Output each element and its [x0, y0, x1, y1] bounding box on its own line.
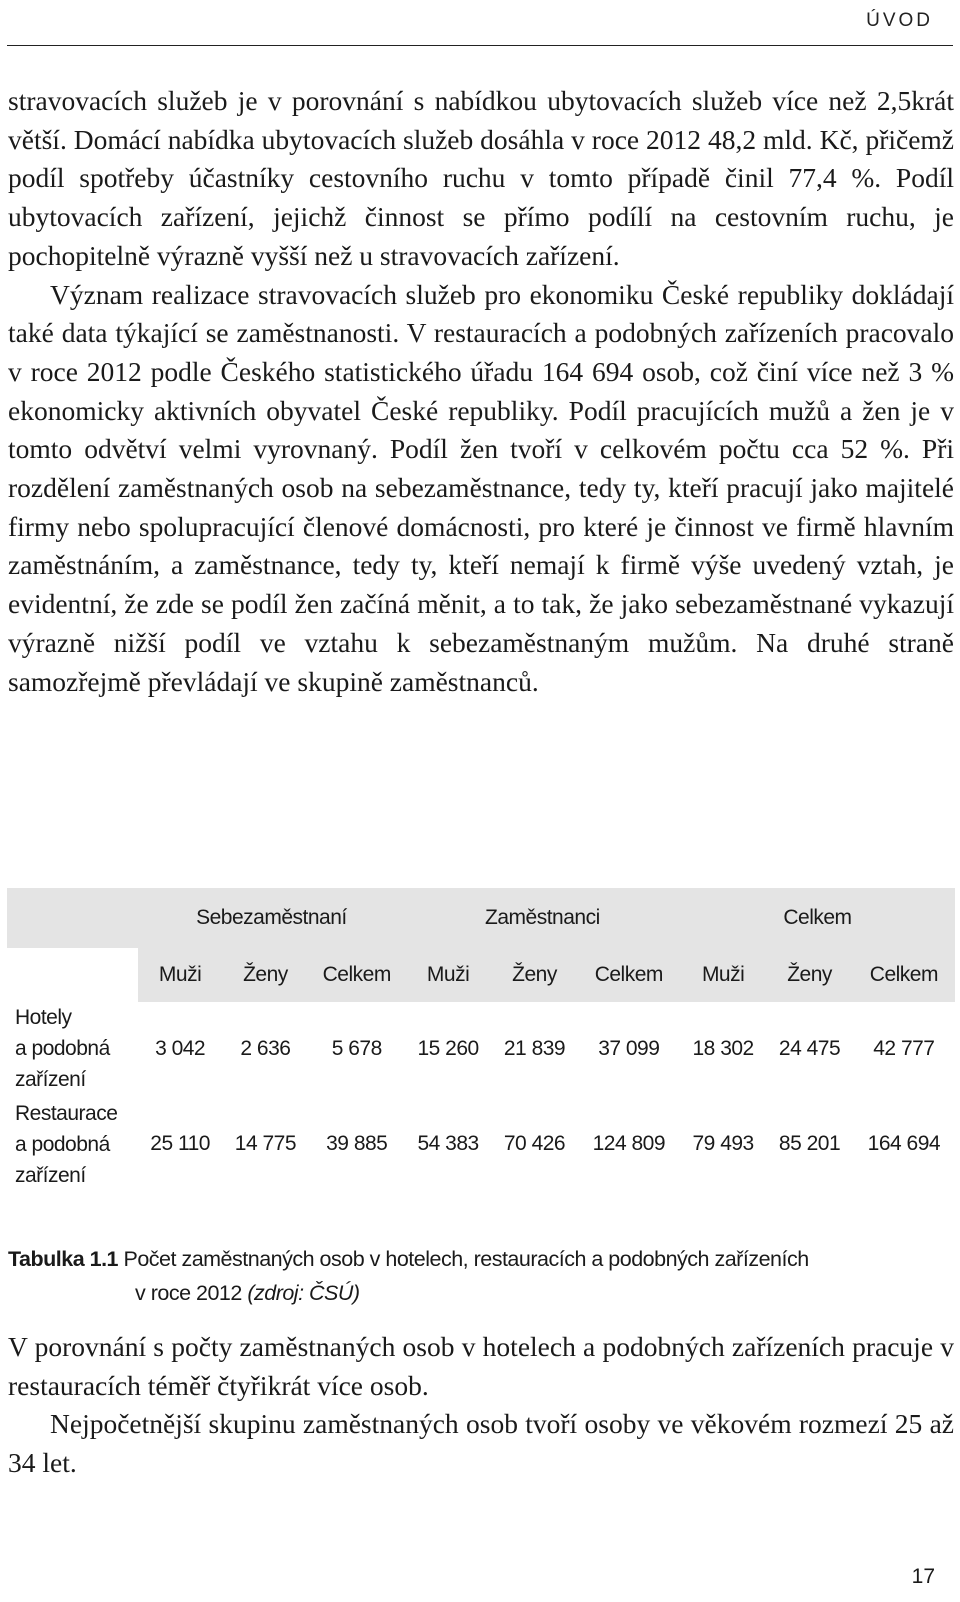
subheader-cell: Muži [680, 948, 766, 1002]
employment-table [7, 888, 955, 1193]
row-label-line: a podobná [15, 1037, 110, 1060]
header-rule [7, 45, 953, 46]
table-cell: 5 678 [331, 1036, 382, 1060]
caption-text: Počet zaměstnaných osob v hotelech, restauracích a podobných zařízeních [118, 1247, 809, 1271]
group-header-employees: Zaměstnanci [405, 888, 680, 948]
subheader-cell: Muži [138, 948, 222, 1002]
paragraph-age-group: Nejpočetnější skupinu zaměstnaných osob tvoří osoby ve věkovém rozmezí 25 až 34 let. [8, 1408, 954, 1479]
row-label-hotels [7, 1002, 138, 1095]
table-cell: 79 493 [692, 1132, 754, 1155]
row-label-line: a podobná [15, 1132, 110, 1156]
caption-text-2: v roce 2012 [135, 1281, 248, 1305]
table-corner-cell [7, 888, 138, 948]
subheader-cell: Ženy [222, 948, 308, 1002]
table-cell: 18 302 [692, 1036, 754, 1060]
table-cell: 70 426 [503, 1132, 566, 1155]
table-subheader-row [7, 948, 955, 1002]
table-group-header-row [7, 888, 955, 948]
row-label-line: Restaurace [15, 1101, 118, 1125]
table-cell: 54 383 [417, 1132, 479, 1155]
subheader-cell: Celkem [853, 948, 955, 1002]
row-label-line: zařízení [15, 1068, 86, 1091]
running-header-section: ÚVOD [866, 10, 933, 31]
table-caption [8, 1242, 948, 1310]
table-cell: 14 775 [234, 1132, 297, 1155]
table-cell: 15 260 [417, 1036, 479, 1060]
caption-line-2 [8, 1276, 948, 1310]
paragraph-continuation: stravovacích služeb je v porovnání s nabídkou ubytovacích služeb více než 2,5krát větší. Domácí nabídka ubytovacích služeb dosáhla v roce 2012 48,2 mld. Kč, přičemž podíl spotřeby účastníky cestovního ruchu v tomto případě činil 77,4 %. Podíl ubytovacích zařízení, jejichž činnost se přímo podílí na cestovním ruchu, je pochopitelně výrazně vyšší než u stravovacích zařízení. [8, 85, 954, 271]
body-text-bottom [8, 1328, 954, 1483]
table-cell: 85 201 [778, 1132, 841, 1155]
page-number: 17 [911, 1565, 935, 1588]
subheader-cell: Ženy [491, 948, 577, 1002]
row-label-line: zařízení [15, 1163, 86, 1187]
table-row [7, 1095, 955, 1193]
subheader-cell: Ženy [766, 948, 852, 1002]
caption-source: (zdroj: ČSÚ) [247, 1281, 360, 1305]
subheader-cell: Muži [405, 948, 491, 1002]
table-cell: 39 885 [326, 1132, 388, 1155]
table-cell: 42 777 [873, 1036, 935, 1060]
subheader-cell: Celkem [578, 948, 680, 1002]
table-cell: 21 839 [503, 1036, 566, 1060]
group-header-total: Celkem [680, 888, 955, 948]
table-cell: 24 475 [778, 1036, 841, 1060]
body-text-top [8, 82, 954, 701]
caption-line-1 [8, 1242, 948, 1276]
table-cell: 3 042 [155, 1036, 206, 1060]
table-cell: 2 636 [240, 1036, 291, 1060]
table-cell: 124 809 [592, 1132, 666, 1155]
row-label-restaurants [7, 1095, 138, 1193]
subheader-cell: Celkem [309, 948, 405, 1002]
table-cell: 164 694 [867, 1132, 941, 1155]
group-header-self-employed: Sebezaměstnaní [138, 888, 405, 948]
table-cell: 25 110 [150, 1132, 210, 1155]
table-row [7, 1002, 955, 1095]
table-corner-cell [7, 948, 138, 1002]
paragraph-employment: Význam realizace stravovacích služeb pro ekonomiku České republiky dokládají také data týkající se zaměstnanosti. V restauracích a podobných zařízeních pracovalo v roce 2012 podle Českého statistického úřadu 164 694 osob, což činí více než 3 % ekonomicky aktivních obyvatel České republiky. Podíl pracujících mužů a žen je v tomto odvětví velmi vyrovnaný. Podíl žen tvoří v celkovém počtu cca 52 %. Při rozdělení zaměstnaných osob na sebezaměstnance, tedy ty, kteří pracují jako majitelé firmy nebo spolupracující členové domácnosti, pro které je činnost ve firmě hlavním zaměstnáním, a zaměstnance, tedy ty, kteří nemají k firmě výše uvedený vztah, je evidentní, že zde se podíl žen začíná měnit, a to tak, že jako sebezaměstnané vykazují výrazně nižší podíl ve vztahu k sebezaměstnaným mužům. Na druhé straně samozřejmě převládají ve skupině zaměstnanců. [8, 278, 954, 697]
caption-label: Tabulka 1.1 [8, 1247, 119, 1271]
table-cell: 37 099 [598, 1036, 660, 1060]
row-label-line: Hotely [15, 1006, 72, 1029]
paragraph-comparison: V porovnání s počty zaměstnaných osob v hotelech a podobných zařízeních pracuje v restauracích téměř čtyřikrát více osob. [8, 1331, 954, 1401]
